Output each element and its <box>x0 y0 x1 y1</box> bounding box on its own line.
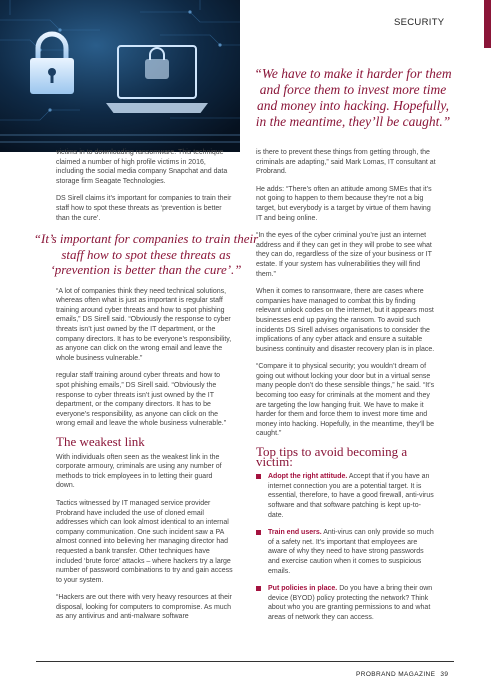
body-paragraph: With individuals often seen as the weakest link in the corporate armoury, criminals are using any number of methods to trick employees in to letting their guard down. <box>56 453 222 490</box>
hero-image <box>0 0 240 152</box>
tip-item <box>256 584 436 622</box>
section-tab-bar <box>484 0 491 48</box>
body-paragraph: “In the eyes of the cyber criminal you’re just an internet address and if they can get in they will probe to see what they can do, regardless of the size of your business or IT estate. If your system has vulnerabilities they will find them.” <box>256 232 432 278</box>
tip-title: Train end users. <box>268 529 322 537</box>
square-bullet-icon <box>256 530 261 535</box>
body-paragraph: regular staff training around cyber threats and how to spot phishing emails,” DS Sirell said. “Obviously the response to cyber threats isn’t just owned by the IT department, or the company directors. It has to be everyone’s responsibility, as anyone can click on the wrong email and leave the whole business vulnerable.” <box>56 372 227 428</box>
tip-item <box>256 528 436 576</box>
magazine-name: PROBRAND MAGAZINE <box>356 671 436 678</box>
page-number: 39 <box>440 671 449 678</box>
tip-title: Adopt the right attitude. <box>268 473 348 481</box>
body-paragraph: He adds: “There’s often an attitude among SMEs that it’s not going to happen to them because they’re not a big target, but everybody is a target by virtue of them having IT and being online. <box>256 185 432 222</box>
section-label: SECURITY <box>394 17 445 28</box>
tip-title: Put policies in place. <box>268 585 338 593</box>
subheading-weakest-link: The weakest link <box>56 433 145 449</box>
square-bullet-icon <box>256 586 261 591</box>
tip-text: Anti-virus can only provide so much of a safety net. It’s important that employees are aware of why they need to have strong passwords and exercise caution when it comes to suspicious emails. <box>268 529 434 575</box>
body-paragraph: “Compare it to physical security; you wouldn’t dream of going out without locking your door but in a virtual sense many people don’t do these sensible things,” he said. “It’s becoming too easy for criminals at the moment and they are targeting the low hanging fruit. We have to make it harder for them and force them to invest more time and money into hacking. Hopefully, in the meantime, they’ll be caught.” <box>256 363 435 438</box>
right-column <box>256 148 436 631</box>
body-paragraph: is there to prevent these things from getting through, the criminals are adapting,” said Mark Lomas, IT consultant at Probrand. <box>256 149 436 176</box>
left-column <box>33 148 259 630</box>
pull-quote-top: “We have to make it harder for them and force them to invest more time and money into hacking. Hopefully, in the meantime, they’ll be caught.” <box>254 66 452 129</box>
body-paragraph: DS Sirell claims it’s important for companies to train their staff how to spot these threats as ‘prevention is better than the cure’. <box>56 195 232 222</box>
body-paragraph: victims in to downloading ransomware. This technique claimed a number of high profile victims in 2016, including the social media company Snapchat and data storage firm Seagate Technologies. <box>56 149 228 185</box>
body-paragraph: “A lot of companies think they need technical solutions, whereas often what is just as important is regular staff training around cyber threats and how to spot phishing emails,” DS Sirell said. “Obviously the response to cyber threats isn’t just owned by the IT department, or the company directors. It has to be everyone’s responsibility, as anyone can click on the wrong email and leave the whole business vulnerable.” <box>56 287 232 362</box>
footer-rule <box>36 661 454 662</box>
tip-text: Do you have a bring their own device (BYOD) policy protecting the network? Think about who you are granting permissions to and what areas of network they can access. <box>268 585 433 621</box>
tips-heading: Top tips to avoid becoming a victim: <box>256 444 408 469</box>
pull-quote-left: “It’s important for companies to train their staff how to spot these threats as ‘prevention is better than the cure’.” <box>33 231 259 278</box>
body-paragraph: “Hackers are out there with very heavy resources at their disposal, looking for computers to compromise. As much as any antivirus and anti-malware software <box>56 594 232 621</box>
square-bullet-icon <box>256 474 261 479</box>
body-paragraph: When it comes to ransomware, there are cases where companies have managed to combat this by finding relevant unlock codes on the internet, but it appears most businesses end up paying the ransom. To avoid such incidents DS Sirell advises organisations to consider the implications of any cyber attack and ensure a suitable business continuity and disaster recovery plan is in place. <box>256 288 435 353</box>
body-paragraph: Tactics witnessed by IT managed service provider Probrand have included the use of cloned email addresses which can look almost identical to an internal company communication. One such incident saw a PA almost conned into believing her managing director had requested a bank transfer. Other techniques have included ‘brute force’ attacks – where hackers try a large number of password combinations to try and gain access to your system. <box>56 499 233 584</box>
tip-item <box>256 472 436 520</box>
tip-text: Accept that if you have an internet connection you are a potential target. It is essential, therefore, to have a good firewall, anti-virus software and that software patching is kept up-to-date. <box>268 473 434 519</box>
footer <box>356 671 448 678</box>
